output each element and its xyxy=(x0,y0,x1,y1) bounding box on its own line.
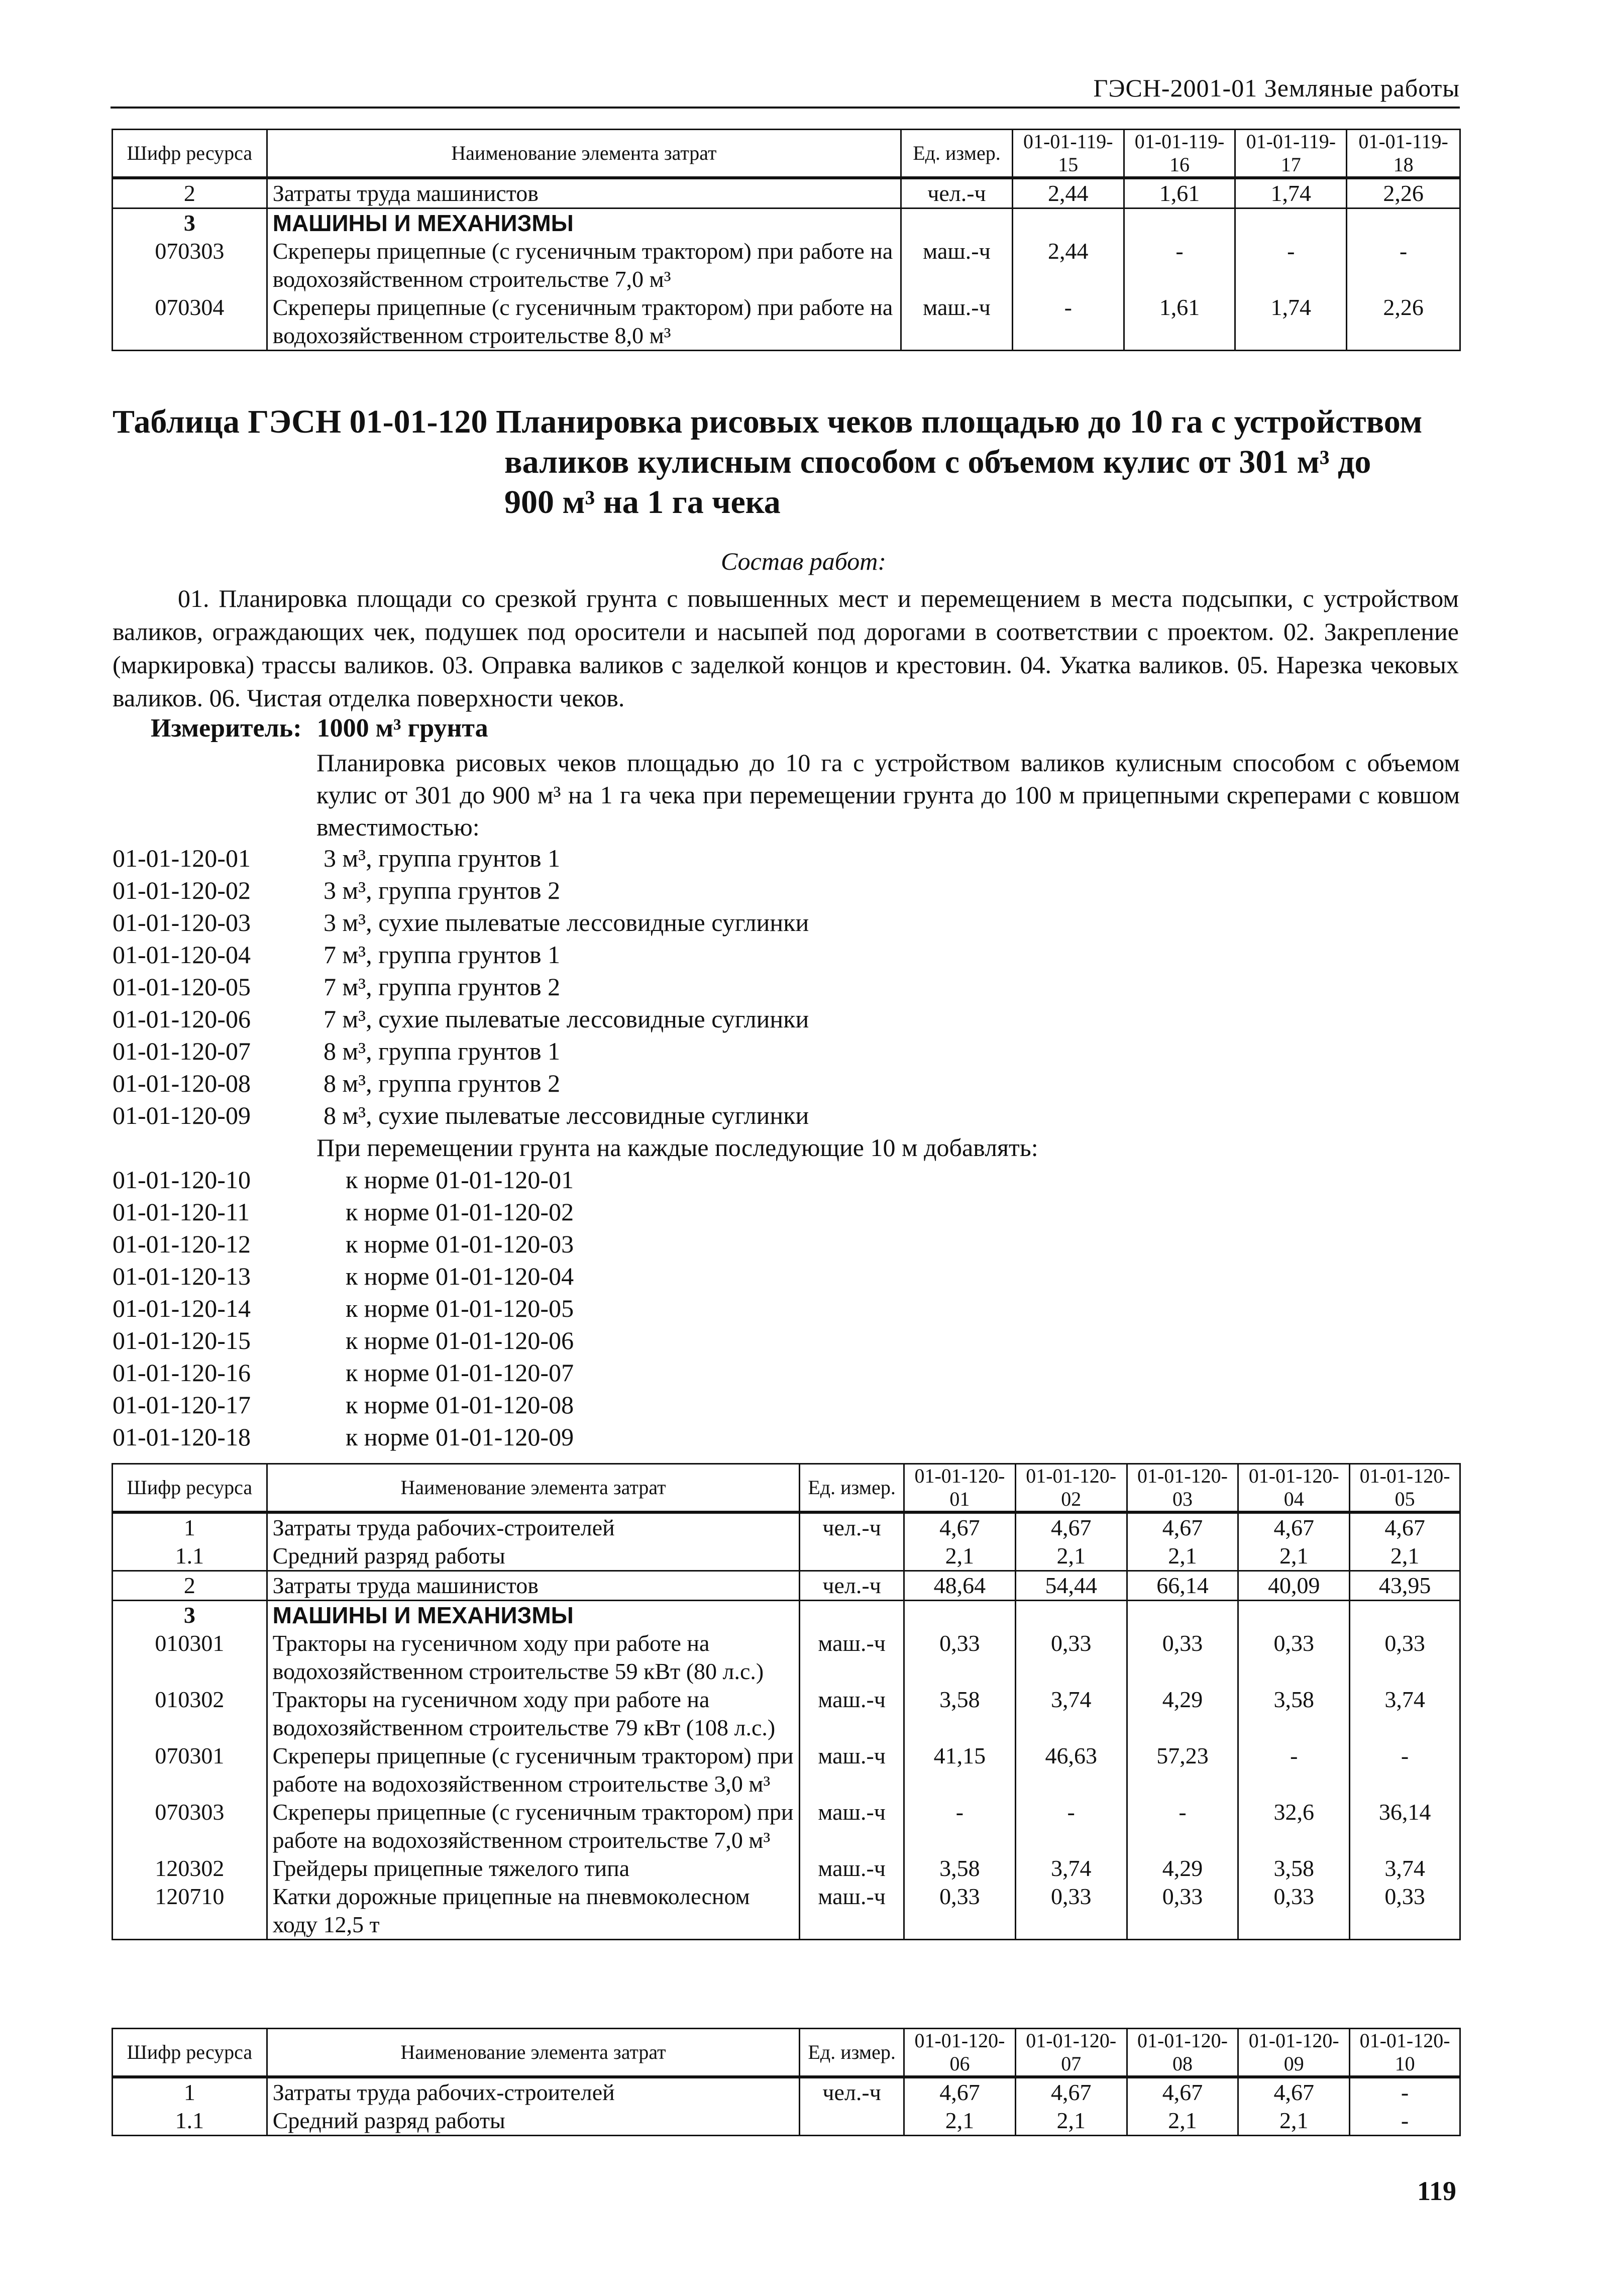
norm-code: 01-01-120-08 xyxy=(113,1069,251,1097)
column-header: 01-01-120-09 xyxy=(1238,2029,1350,2077)
table-cell: 3,58 xyxy=(904,1686,1016,1742)
table-cell: 3,58 xyxy=(1238,1854,1350,1883)
table-cell: - xyxy=(1124,237,1235,293)
table-cell: 0,33 xyxy=(1127,1883,1238,1940)
table-cell: 3,74 xyxy=(1350,1854,1460,1883)
table-cell: - xyxy=(1235,237,1347,293)
norm-code: 01-01-120-16 xyxy=(113,1359,251,1387)
table-cell: - xyxy=(904,1798,1016,1854)
column-header: 01-01-120-03 xyxy=(1127,1464,1238,1513)
table-cell xyxy=(1235,208,1347,238)
table-header-row xyxy=(113,1464,1460,1513)
table-cell: Средний разряд работы xyxy=(267,1542,800,1571)
measure-label: Измеритель: xyxy=(151,714,302,743)
table-cell: маш.-ч xyxy=(800,1798,904,1854)
title-line-1: Таблица ГЭСН 01-01-120 Планировка рисовых чеков площадью до 10 га с устройством xyxy=(113,403,1423,440)
table-cell: Катки дорожные прицепные на пневмоколесном ходу 12,5 т xyxy=(267,1883,800,1940)
table-row xyxy=(113,1883,1460,1940)
table-cell: 2,44 xyxy=(1012,237,1124,293)
table-cell: 2,44 xyxy=(1012,178,1124,208)
norm-text: к норме 01-01-120-01 xyxy=(346,1166,574,1194)
table-cell: МАШИНЫ И МЕХАНИЗМЫ xyxy=(267,1601,800,1630)
table-top xyxy=(112,129,1461,351)
norm-text: к норме 01-01-120-04 xyxy=(346,1262,574,1290)
table-cell: 0,33 xyxy=(1015,1629,1127,1686)
running-header xyxy=(111,73,1460,109)
table-cell: - xyxy=(1350,1742,1460,1798)
work-description: 01. Планировка площади со срезкой грунта с повышенных мест и перемещением в места подсыпки, с устройством валиков, ограждающих чек, подушек под оросители и насыпей под дорогами в соответствии с проектом. 02. Закрепление (маркировка) трассы валиков. 03. Оправка валиков с заделкой концов и крестовин. 04. Укатка валиков. 05. Нарезка чековых валиков. 06. Чистая отделка поверхности чеков. xyxy=(113,584,1459,712)
table-cell: маш.-ч xyxy=(800,1686,904,1742)
table-cell: 36,14 xyxy=(1350,1798,1460,1854)
table-cell: 1 xyxy=(113,1512,267,1542)
table-bottom xyxy=(112,2028,1461,2136)
norm-code: 01-01-120-04 xyxy=(113,941,251,969)
table-cell: 3 xyxy=(113,208,267,238)
table-cell: Затраты труда рабочих-строителей xyxy=(267,1512,800,1542)
table-cell: 1.1 xyxy=(113,1542,267,1571)
table-cell: 1.1 xyxy=(113,2107,267,2136)
table-cell: маш.-ч xyxy=(901,293,1013,351)
table-row xyxy=(113,1629,1460,1686)
table-cell: 54,44 xyxy=(1015,1571,1127,1601)
norm-code: 01-01-120-18 xyxy=(113,1423,251,1451)
norm-text: 8 м³, сухие пылеватые лессовидные суглинки xyxy=(324,1101,809,1129)
column-header: 01-01-120-06 xyxy=(904,2029,1016,2077)
table-row xyxy=(113,1686,1460,1742)
table-cell: 4,67 xyxy=(904,1512,1016,1542)
work-caption: Состав работ: xyxy=(720,547,887,575)
add-note xyxy=(316,1131,1038,1164)
table-row xyxy=(113,237,1460,293)
table-cell: 2 xyxy=(113,1571,267,1601)
column-header: 01-01-120-08 xyxy=(1127,2029,1238,2077)
table-cell xyxy=(800,1542,904,1571)
norm-code: 01-01-120-14 xyxy=(113,1294,251,1322)
table-cell: 070303 xyxy=(113,1798,267,1854)
norm-code: 01-01-120-09 xyxy=(113,1101,251,1129)
table-cell: чел.-ч xyxy=(800,1512,904,1542)
measure-value: 1000 м³ грунта xyxy=(316,714,488,743)
table-cell: 2,1 xyxy=(904,1542,1016,1571)
table-cell: - xyxy=(1127,1798,1238,1854)
table-cell: 40,09 xyxy=(1238,1571,1350,1601)
norm-text: 3 м³, группа грунтов 2 xyxy=(324,876,561,904)
table-cell: маш.-ч xyxy=(901,237,1013,293)
norm-code: 01-01-120-03 xyxy=(113,908,251,936)
table-row xyxy=(113,293,1460,351)
table-cell: 0,33 xyxy=(1015,1883,1127,1940)
table-cell: маш.-ч xyxy=(800,1854,904,1883)
table-cell: - xyxy=(1015,1798,1127,1854)
table-cell: 010302 xyxy=(113,1686,267,1742)
table-cell: 0,33 xyxy=(1350,1883,1460,1940)
norm-text: к норме 01-01-120-03 xyxy=(346,1230,574,1258)
table-cell: 3,74 xyxy=(1015,1686,1127,1742)
table-cell: 2,1 xyxy=(1238,2107,1350,2136)
norm-text: 3 м³, группа грунтов 1 xyxy=(324,844,561,872)
table-cell: маш.-ч xyxy=(800,1742,904,1798)
table-cell: 0,33 xyxy=(904,1629,1016,1686)
column-header: Шифр ресурса xyxy=(113,2029,267,2077)
table-cell: маш.-ч xyxy=(800,1883,904,1940)
norm-text: к норме 01-01-120-09 xyxy=(346,1423,574,1451)
table-cell: 4,67 xyxy=(1127,2077,1238,2107)
table-row xyxy=(113,1854,1460,1883)
table-row xyxy=(113,1512,1460,1542)
table-cell: 57,23 xyxy=(1127,1742,1238,1798)
norm-text: к норме 01-01-120-08 xyxy=(346,1391,574,1419)
table-row xyxy=(113,208,1460,238)
table-cell: 120710 xyxy=(113,1883,267,1940)
page-number: 119 xyxy=(1417,2176,1456,2206)
norm-text: 8 м³, группа грунтов 2 xyxy=(324,1069,561,1097)
table-cell xyxy=(904,1601,1016,1630)
table-cell xyxy=(1350,1601,1460,1630)
norm-text: к норме 01-01-120-02 xyxy=(346,1198,574,1226)
table-cell: Грейдеры прицепные тяжелого типа xyxy=(267,1854,800,1883)
table-cell: 4,67 xyxy=(1015,2077,1127,2107)
table-cell: Затраты труда рабочих-строителей xyxy=(267,2077,800,2107)
add-note-text: При перемещении грунта на каждые последующие 10 м добавлять: xyxy=(316,1133,1038,1162)
column-header: 01-01-119-18 xyxy=(1347,130,1460,178)
table-cell: Скреперы прицепные (с гусеничным трактором) при работе на водохозяйственном строительстве 3,0 м³ xyxy=(267,1742,800,1798)
table-cell: 4,29 xyxy=(1127,1686,1238,1742)
table-cell: - xyxy=(1350,2077,1460,2107)
norm-code: 01-01-120-01 xyxy=(113,844,251,872)
table-cell: 4,67 xyxy=(1238,1512,1350,1542)
column-header: 01-01-120-07 xyxy=(1015,2029,1127,2077)
column-header: Ед. измер. xyxy=(901,130,1013,178)
table-cell: 43,95 xyxy=(1350,1571,1460,1601)
column-header: Наименование элемента затрат xyxy=(267,130,901,178)
column-header: 01-01-120-05 xyxy=(1350,1464,1460,1513)
table-cell: - xyxy=(1012,293,1124,351)
table-cell xyxy=(800,2107,904,2136)
column-header: Ед. измер. xyxy=(800,1464,904,1513)
table-cell: Тракторы на гусеничном ходу при работе на водохозяйственном строительстве 59 кВт (80 л.с.) xyxy=(267,1629,800,1686)
norm-text: 7 м³, группа грунтов 2 xyxy=(324,973,561,1001)
table-header-row xyxy=(113,2029,1460,2077)
table-cell xyxy=(1127,1601,1238,1630)
table-cell: - xyxy=(1238,1742,1350,1798)
table-cell: - xyxy=(1347,237,1460,293)
table-cell: 66,14 xyxy=(1127,1571,1238,1601)
table-cell: Тракторы на гусеничном ходу при работе на водохозяйственном строительстве 79 кВт (108 л.с.) xyxy=(267,1686,800,1742)
table-row xyxy=(113,1542,1460,1571)
table-cell: 1,74 xyxy=(1235,178,1347,208)
table-cell: 2,1 xyxy=(1015,1542,1127,1571)
table-row xyxy=(113,1798,1460,1854)
column-header: 01-01-120-02 xyxy=(1015,1464,1127,1513)
table-cell: 3,58 xyxy=(904,1854,1016,1883)
norm-code: 01-01-120-07 xyxy=(113,1037,251,1065)
table-cell xyxy=(1124,208,1235,238)
table-row xyxy=(113,1571,1460,1601)
norm-code: 01-01-120-02 xyxy=(113,876,251,904)
table-cell: чел.-ч xyxy=(800,2077,904,2107)
norm-text: 8 м³, группа грунтов 1 xyxy=(324,1037,561,1065)
table-cell: 3,74 xyxy=(1015,1854,1127,1883)
table-cell: 4,67 xyxy=(1238,2077,1350,2107)
norm-text: к норме 01-01-120-07 xyxy=(346,1359,574,1387)
table-cell: МАШИНЫ И МЕХАНИЗМЫ xyxy=(267,208,901,238)
column-header: 01-01-119-16 xyxy=(1124,130,1235,178)
table-cell: Затраты труда машинистов xyxy=(267,1571,800,1601)
table-cell: Скреперы прицепные (с гусеничным трактором) при работе на водохозяйственном строительстве 7,0 м³ xyxy=(267,1798,800,1854)
table-cell: 0,33 xyxy=(1238,1883,1350,1940)
table-cell: 2 xyxy=(113,178,267,208)
table-cell xyxy=(1015,1601,1127,1630)
column-header: 01-01-120-01 xyxy=(904,1464,1016,1513)
norm-code: 01-01-120-12 xyxy=(113,1230,251,1258)
table-cell: 3,74 xyxy=(1350,1686,1460,1742)
table-title xyxy=(113,402,1469,523)
table-cell: чел.-ч xyxy=(800,1571,904,1601)
norm-code: 01-01-120-13 xyxy=(113,1262,251,1290)
norm-code: 01-01-120-10 xyxy=(113,1166,251,1194)
norm-code: 01-01-120-15 xyxy=(113,1326,251,1354)
title-line-2: валиков кулисным способом с объемом кулис от 301 м³ до xyxy=(504,444,1371,480)
table-row xyxy=(113,178,1460,208)
table-cell: Средний разряд работы xyxy=(267,2107,800,2136)
table-cell: 2,26 xyxy=(1347,293,1460,351)
table-cell: 46,63 xyxy=(1015,1742,1127,1798)
table-cell: 0,33 xyxy=(904,1883,1016,1940)
table-cell: 2,26 xyxy=(1347,178,1460,208)
column-header: Наименование элемента затрат xyxy=(267,1464,800,1513)
norm-text: к норме 01-01-120-05 xyxy=(346,1294,574,1322)
title-line-3: 900 м³ на 1 га чека xyxy=(504,484,781,520)
table-cell: 4,67 xyxy=(1350,1512,1460,1542)
norm-code: 01-01-120-06 xyxy=(113,1005,251,1033)
norm-code: 01-01-120-05 xyxy=(113,973,251,1001)
table-cell: 070304 xyxy=(113,293,267,351)
table-cell: Скреперы прицепные (с гусеничным трактором) при работе на водохозяйственном строительстве 7,0 м³ xyxy=(267,237,901,293)
table-cell: 0,33 xyxy=(1238,1629,1350,1686)
table-cell: 2,1 xyxy=(1015,2107,1127,2136)
column-header: 01-01-120-10 xyxy=(1350,2029,1460,2077)
norms-intro: Планировка рисовых чеков площадью до 10 га с устройством валиков кулисным способом с объемом кулис от 301 до 900 м³ на 1 га чека при перемещении грунта до 100 м прицепными скреперами с ковшом вместимостью: xyxy=(316,749,1460,841)
table-cell xyxy=(1347,208,1460,238)
measure xyxy=(151,713,488,743)
running-title: ГЭСН-2001-01 Земляные работы xyxy=(1093,74,1460,102)
column-header: Шифр ресурса xyxy=(113,1464,267,1513)
table-cell: 3,58 xyxy=(1238,1686,1350,1742)
table-row xyxy=(113,1601,1460,1630)
table-cell: 120302 xyxy=(113,1854,267,1883)
table-cell: 1,74 xyxy=(1235,293,1347,351)
table-cell: 2,1 xyxy=(1350,1542,1460,1571)
column-header: 01-01-120-04 xyxy=(1238,1464,1350,1513)
table-cell: 2,1 xyxy=(1127,2107,1238,2136)
table-cell: 2,1 xyxy=(1238,1542,1350,1571)
table-cell xyxy=(901,208,1013,238)
table-main xyxy=(112,1463,1461,1940)
table-cell xyxy=(1238,1601,1350,1630)
column-header: 01-01-119-17 xyxy=(1235,130,1347,178)
table-cell: 32,6 xyxy=(1238,1798,1350,1854)
table-cell: 3 xyxy=(113,1601,267,1630)
table-cell: 010301 xyxy=(113,1629,267,1686)
table-cell: чел.-ч xyxy=(901,178,1013,208)
table-cell: 2,1 xyxy=(1127,1542,1238,1571)
table-cell: маш.-ч xyxy=(800,1629,904,1686)
table-cell: 1,61 xyxy=(1124,178,1235,208)
table-cell: - xyxy=(1350,2107,1460,2136)
table-row xyxy=(113,1742,1460,1798)
table-cell: 0,33 xyxy=(1127,1629,1238,1686)
norm-text: 7 м³, группа грунтов 1 xyxy=(324,941,561,969)
norm-text: к норме 01-01-120-06 xyxy=(346,1326,574,1354)
table-cell: Затраты труда машинистов xyxy=(267,178,901,208)
norm-code: 01-01-120-17 xyxy=(113,1391,251,1419)
table-cell: 070301 xyxy=(113,1742,267,1798)
column-header: 01-01-119-15 xyxy=(1012,130,1124,178)
table-cell: 2,1 xyxy=(904,2107,1016,2136)
table-header-row xyxy=(113,130,1460,178)
table-cell xyxy=(800,1601,904,1630)
table-cell: 4,29 xyxy=(1127,1854,1238,1883)
norm-text: 7 м³, сухие пылеватые лессовидные суглинки xyxy=(324,1005,809,1033)
table-cell: 070303 xyxy=(113,237,267,293)
table-row xyxy=(113,2077,1460,2107)
table-cell: 4,67 xyxy=(1015,1512,1127,1542)
norm-code: 01-01-120-11 xyxy=(113,1198,250,1226)
table-cell: 1 xyxy=(113,2077,267,2107)
table-cell: 48,64 xyxy=(904,1571,1016,1601)
column-header: Шифр ресурса xyxy=(113,130,267,178)
norm-text: 3 м³, сухие пылеватые лессовидные суглинки xyxy=(324,908,809,936)
table-cell: 41,15 xyxy=(904,1742,1016,1798)
table-cell: 1,61 xyxy=(1124,293,1235,351)
table-cell: Скреперы прицепные (с гусеничным трактором) при работе на водохозяйственном строительстве 8,0 м³ xyxy=(267,293,901,351)
column-header: Наименование элемента затрат xyxy=(267,2029,800,2077)
table-cell: 4,67 xyxy=(904,2077,1016,2107)
table-cell: 4,67 xyxy=(1127,1512,1238,1542)
table-cell xyxy=(1012,208,1124,238)
table-row xyxy=(113,2107,1460,2136)
table-cell: 0,33 xyxy=(1350,1629,1460,1686)
column-header: Ед. измер. xyxy=(800,2029,904,2077)
